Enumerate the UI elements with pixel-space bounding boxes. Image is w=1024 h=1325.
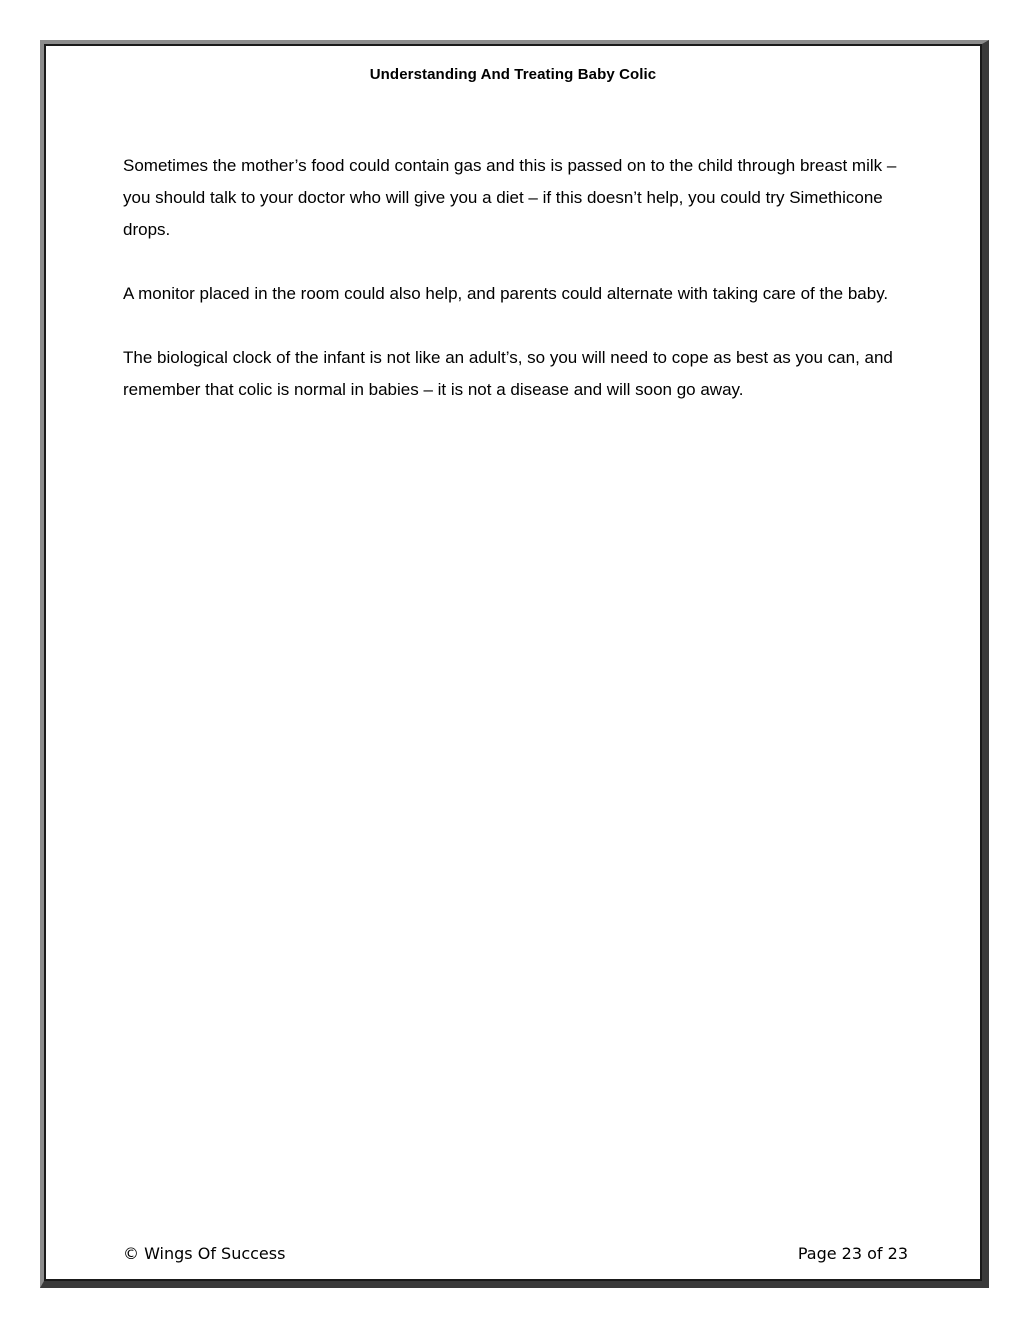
paragraph: The biological clock of the infant is not like an adult’s, so you will need to cope as best as you can, and remember that colic is normal in babies – it is not a disease and will soon go away. (123, 348, 893, 399)
paragraph: Sometimes the mother’s food could contain gas and this is passed on to the child through breast milk – you should talk to your doctor who will give you a diet – if this doesn’t help, you could try Simethicone drops. (123, 156, 897, 239)
page-border (44, 44, 982, 1281)
footer-page-number: Page 23 of 23 (797, 1244, 908, 1263)
document-body (123, 150, 913, 438)
footer-copyright: © Wings Of Success (123, 1244, 286, 1263)
page-footer (123, 1244, 908, 1263)
page-header-title: Understanding And Treating Baby Colic (369, 66, 657, 83)
page-frame (40, 40, 989, 1288)
paragraph: A monitor placed in the room could also help, and parents could alternate with taking care of the baby. (123, 284, 889, 303)
